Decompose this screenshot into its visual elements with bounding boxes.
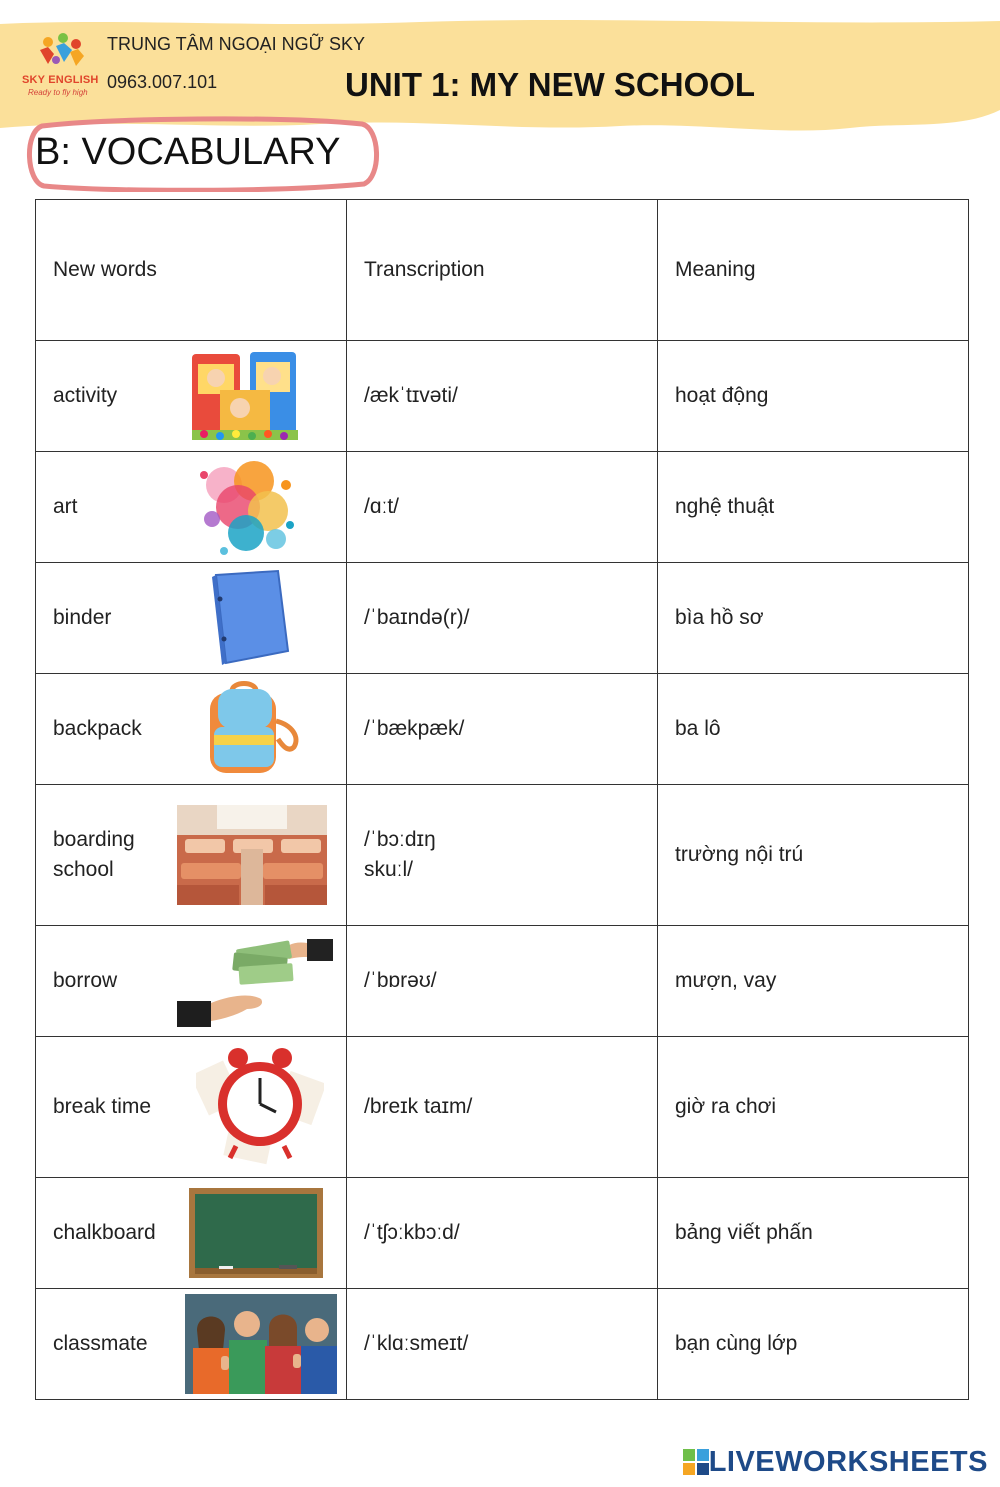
table-row [36, 785, 969, 926]
transcription-cell: /ˈbɔːdɪŋ skuːl/ [347, 785, 658, 926]
word-text: classmate [53, 1332, 148, 1355]
word-cell [36, 1289, 347, 1400]
phone-number: 0963.007.101 [107, 72, 218, 92]
center-name: TRUNG TÂM NGOẠI NGỮ SKY [107, 34, 366, 54]
meaning-cell: nghệ thuật [658, 452, 969, 563]
meaning-cell: bảng viết phấn [658, 1178, 969, 1289]
word-text: boarding school [53, 828, 135, 881]
transcription-cell: /ˈbɒrəʊ/ [347, 926, 658, 1037]
transcription-cell: /ɑːt/ [347, 452, 658, 563]
meaning-cell: bìa hồ sơ [658, 563, 969, 674]
paint-splash-icon [194, 455, 300, 559]
transcription-cell: /ˈbækpæk/ [347, 674, 658, 785]
liveworksheets-logo-icon [683, 1449, 709, 1475]
footer-brand [683, 1447, 988, 1477]
header-meaning: Meaning [658, 200, 969, 341]
money-hands-icon [177, 935, 333, 1027]
binder-icon [212, 569, 292, 667]
logo-slogan: Ready to fly high [28, 88, 88, 97]
meaning-cell: hoạt động [658, 341, 969, 452]
dormitory-icon [177, 805, 327, 905]
table-row [36, 1178, 969, 1289]
alarm-clock-icon [196, 1046, 324, 1168]
transcription-cell: /breɪk taɪm/ [347, 1037, 658, 1178]
footer-brand-text: LIVEWORKSHEETS [708, 1445, 988, 1478]
word-cell [36, 341, 347, 452]
word-text: art [53, 495, 78, 518]
word-text: break time [53, 1095, 152, 1118]
transcription-cell: /ˈtʃɔːkbɔːd/ [347, 1178, 658, 1289]
table-row [36, 1037, 969, 1178]
table-row [36, 674, 969, 785]
word-text: activity [53, 384, 118, 407]
unit-title: UNIT 1: MY NEW SCHOOL [345, 66, 756, 103]
meaning-cell: bạn cùng lớp [658, 1289, 969, 1400]
word-text: borrow [53, 969, 118, 992]
backpack-icon [206, 681, 302, 777]
kids-playhouse-icon [190, 350, 300, 442]
meaning-cell: giờ ra chơi [658, 1037, 969, 1178]
word-cell [36, 926, 347, 1037]
header-new-words: New words [36, 200, 347, 341]
word-cell [36, 452, 347, 563]
section-title: B: VOCABULARY [35, 131, 341, 173]
word-text: backpack [53, 717, 142, 740]
word-text: chalkboard [53, 1221, 156, 1244]
meaning-cell: ba lô [658, 674, 969, 785]
header-transcription: Transcription [347, 200, 658, 341]
classmates-photo-icon [185, 1294, 337, 1394]
table-row [36, 926, 969, 1037]
word-cell [36, 674, 347, 785]
table-row [36, 563, 969, 674]
table-row [36, 341, 969, 452]
logo-text: SKY ENGLISH [22, 74, 99, 86]
table-row [36, 452, 969, 563]
transcription-cell: /ˈbaɪndə(r)/ [347, 563, 658, 674]
table-header-row [36, 200, 969, 341]
chalkboard-icon [189, 1188, 323, 1278]
transcription-cell: /ˈklɑːsmeɪt/ [347, 1289, 658, 1400]
table-row [36, 1289, 969, 1400]
word-text: binder [53, 606, 112, 629]
meaning-cell: mượn, vay [658, 926, 969, 1037]
vocabulary-table [35, 199, 969, 1400]
transcription-cell: /ækˈtɪvəti/ [347, 341, 658, 452]
word-cell [36, 1037, 347, 1178]
word-cell [36, 1178, 347, 1289]
word-cell [36, 785, 347, 926]
word-cell [36, 563, 347, 674]
meaning-cell: trường nội trú [658, 785, 969, 926]
